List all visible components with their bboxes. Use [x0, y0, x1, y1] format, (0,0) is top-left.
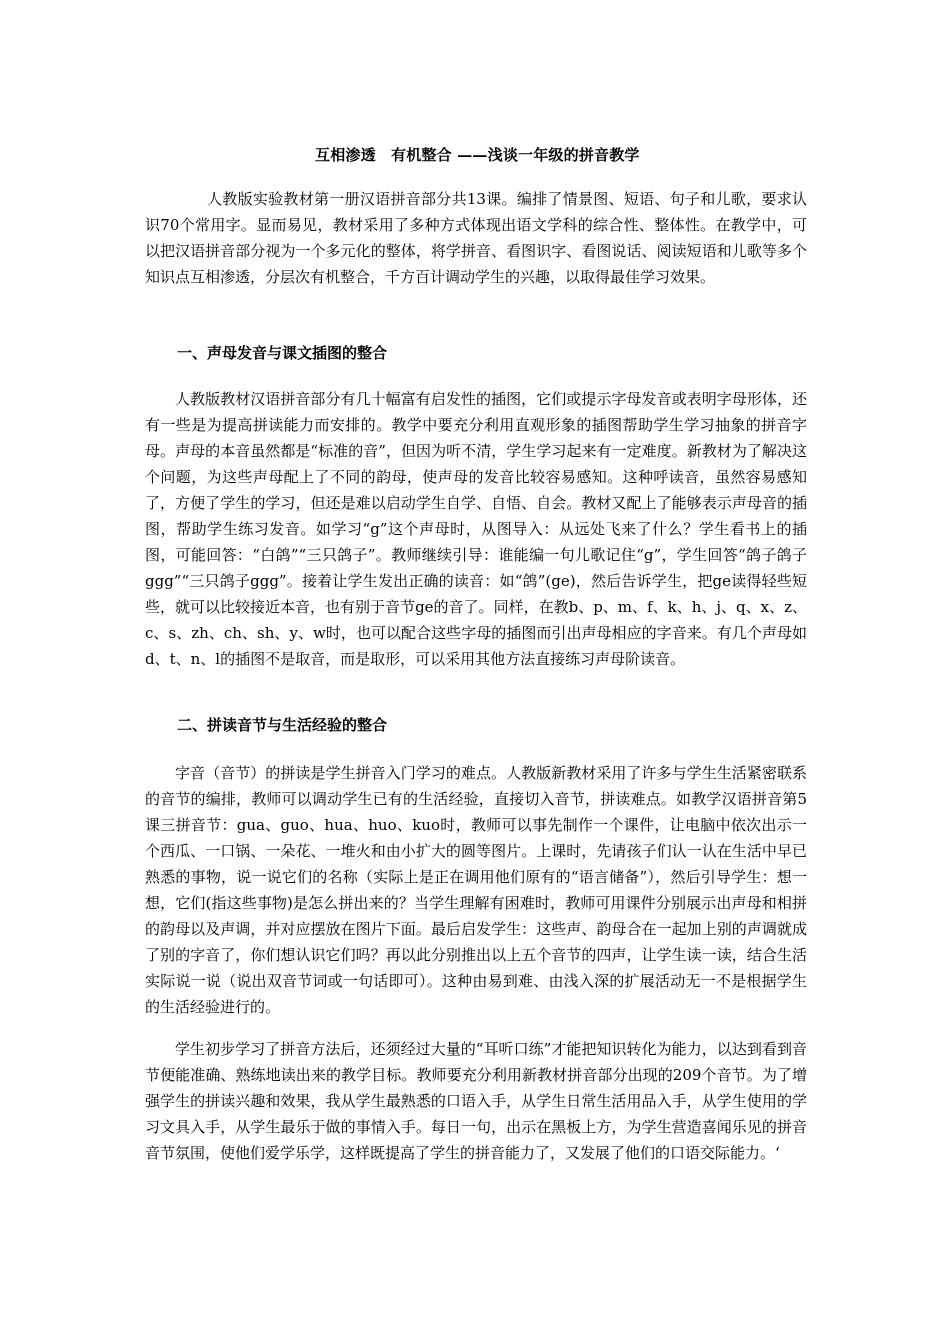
document-title: 互相渗透 有机整合 ——浅谈一年级的拼音教学 — [315, 146, 640, 164]
section-heading-2: 二、拼读音节与生活经验的整合 — [177, 716, 388, 734]
section-heading-1: 一、声母发音与课文插图的整合 — [177, 344, 388, 362]
section-2-paragraph-1: 字音（音节）的拼读是学生拼音入门学习的难点。人教版新教材采用了许多与学生生活紧密联系的音节的编排，教师可以调动学生已有的生活经验，直接切入音节，拼读难点。如教学汉语拼音第5课三拼音节：gua、guo、hua、huo、kuo时，教师可以事先制作一个课件，让电脑中依次出示一个西瓜、一口锅、一朵花、一堆火和由小扩大的圆等图片。上课时，先请孩子们认一认在生活中早已熟悉的事物，说一说它们的名称（实际上是正在调用他们原有的“语言储备”），然后引导学生：想一想，它们(指这些事物)是怎么拼出来的？当学生理解有困难时，教师可用课件分别展示出声母和相拼的韵母以及声调，并对应摆放在图片下面。最后启发学生：这些声、韵母合在一起加上别的声调就成了别的字音了，你们想认识它们吗？再以此分别推出以上五个音节的四声，让学生读一读，结合生活实际说一说（说出双音节词或一句话即可）。这种由易到难、由浅入深的扩展活动无一不是根据学生的生活经验进行的。 — [145, 764, 807, 1016]
section-1-paragraph: 人教版教材汉语拼音部分有几十幅富有启发性的插图，它们或提示字母发音或表明字母形体，还有一些是为提高拼读能力而安排的。教学中要充分利用直观形象的插图帮助学生学习抽象的拼音字母。声母的本音虽然都是“标准的音”，但因为听不清，学生学习起来有一定难度。新教材为了解决这个问题，为这些声母配上了不同的韵母，使声母的发音比较容易感知。这种呼读音，虽然容易感知了，方便了学生的学习，但还是难以启动学生自学、自悟、自会。教材又配上了能够表示声母音的插图，帮助学生练习发音。如学习“g”这个声母时，从图导入：从远处飞来了什么？学生看书上的插图，可能回答：“白鸽”“三只鸽子”。教师继续引导：谁能编一句儿歌记住“g”，学生回答“鸽子鸽子ggg”“三只鸽子ggg”。接着让学生发出正确的读音：如“鸽”(ge)，然后告诉学生，把ge读得轻些短些，就可以比较接近本音，也有别于音节ge的音了。同样，在教b、p、m、f、k、h、j、q、x、z、c、s、zh、ch、sh、y、w时，也可以配合这些字母的插图而引出声母相应的字音来。有几个声母如d、t、n、l的插图不是取音，而是取形，可以采用其他方法直接练习声母阶读音。 — [145, 390, 807, 668]
intro-paragraph: 人教版实验教材第一册汉语拼音部分共13课。编排了情景图、短语、句子和儿歌，要求认识70个常用字。显而易见，教材采用了多种方式体现出语文学科的综合性、整体性。在教学中，可以把汉语拼音部分视为一个多元化的整体，将学拼音、看图识字、看图说话、阅读短语和儿歌等多个知识点互相渗透，分层次有机整合，千方百计调动学生的兴趣，以取得最佳学习效果。 — [145, 190, 807, 286]
section-2-paragraph-2: 学生初步学习了拼音方法后，还须经过大量的“耳听口练”才能把知识转化为能力，以达到看到音节便能准确、熟练地读出来的教学目标。教师要充分利用新教材拼音部分出现的209个音节。为了增强学生的拼读兴趣和效果，我从学生最熟悉的口语入手，从学生日常生活用品入手，从学生使用的学习文具入手，从学生最乐于做的事情入手。每日一句，出示在黑板上方，为学生营造喜闻乐见的拼音音节氛围，使他们爱学乐学，这样既提高了学生的拼音能力了，又发展了他们的口语交际能力。‘ — [145, 1040, 807, 1162]
